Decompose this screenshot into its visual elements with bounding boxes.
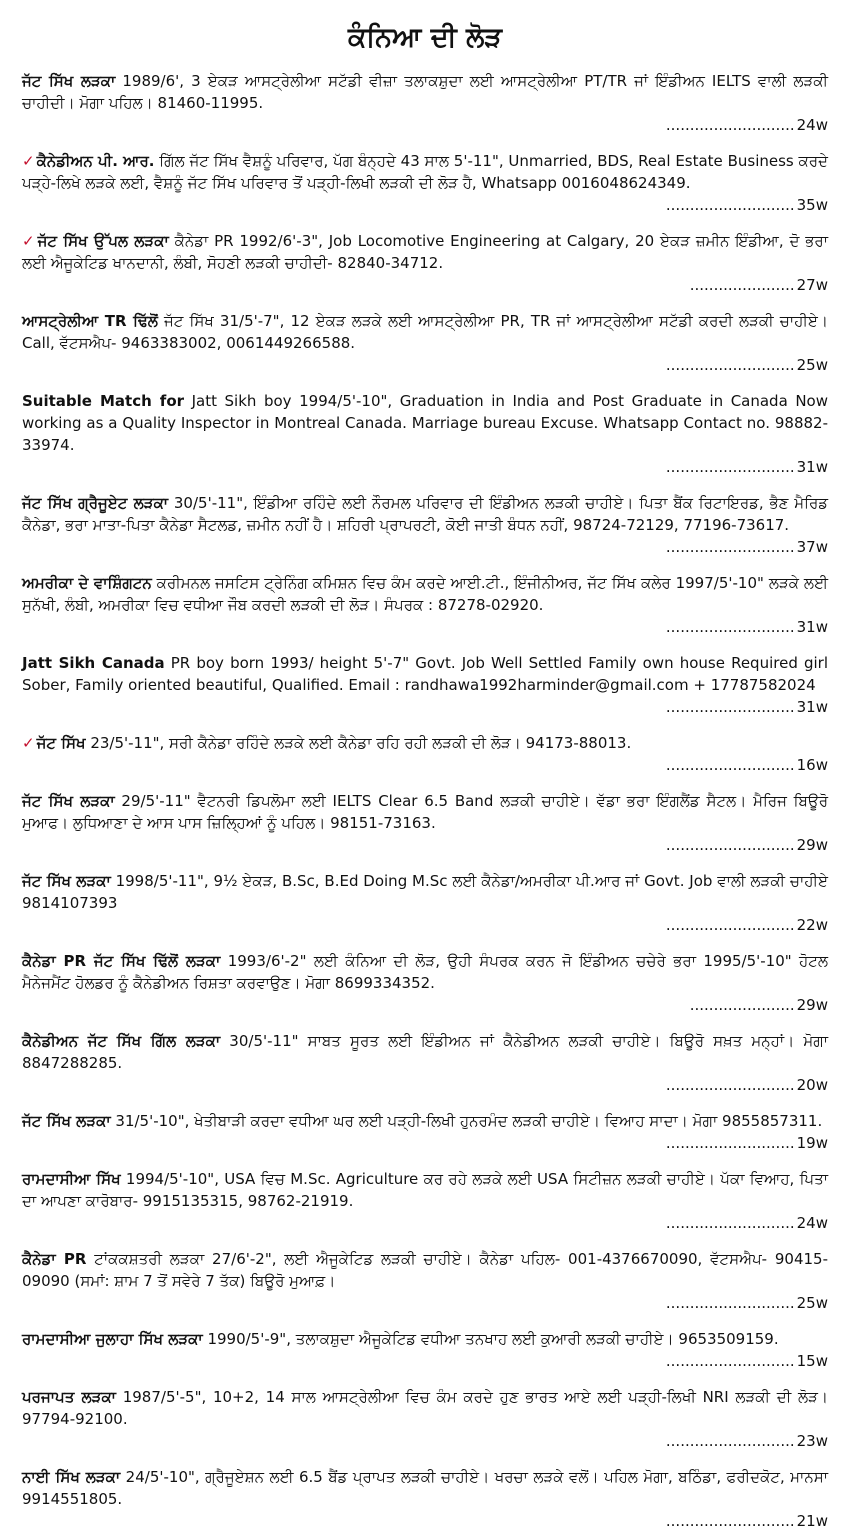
ad-heading: ਕੈਨੇਡੀਅਨ ਜੱਟ ਸਿੱਖ ਗਿੱਲ ਲੜਕਾ <box>22 1032 221 1050</box>
word-count: 27w <box>796 276 828 294</box>
ad-text <box>22 1030 828 1074</box>
word-count: 25w <box>796 1294 828 1312</box>
word-count: 29w <box>796 996 828 1014</box>
ad-heading: ਜੱਟ ਸਿੱਖ ਗ੍ਰੈਜੂਏਟ ਲੜਕਾ <box>22 494 169 512</box>
ad-heading: ਅਮਰੀਕਾ ਦੇ ਵਾਸ਼ਿੰਗਟਨ <box>22 574 152 592</box>
word-count: 19w <box>796 1134 828 1152</box>
ad-footer <box>22 994 828 1016</box>
ad-body: 1993/6'-2" ਲਈ ਕੰਨਿਆ ਦੀ ਲੋੜ, ਉਹੀ ਸੰਪਰਕ ਕਰਨ ਜੋ ਇੰਡੀਅਨ ਚਚੇਰੇ ਭਰਾ 1995/5'-10" ਹੋਟਲ ਮੈਨੇਜਮੈਂਟ ਹੋਲਡਰ ਨੂੰ ਕੈਨੇਡੀਅਨ ਰਿਸ਼ਤਾ ਕਰਵਾਉਣ। ਮੋਗਾ 8699334352. <box>22 952 829 992</box>
leader-dots: ........................... <box>665 698 795 716</box>
ad-footer <box>22 456 828 478</box>
word-count: 29w <box>796 836 828 854</box>
page-title: ਕੰਨਿਆ ਦੀ ਲੋੜ <box>347 22 503 53</box>
leader-dots: ........................... <box>665 196 795 214</box>
ad-item <box>22 572 828 638</box>
ad-body: 1987/5'-5", 10+2, 14 ਸਾਲ ਆਸਟ੍ਰੇਲੀਆ ਵਿਚ ਕੰਮ ਕਰਦੇ ਹੁਣ ਭਾਰਤ ਆਏ ਲਈ ਪੜ੍ਹੀ-ਲਿਖੀ NRI ਲੜਕੀ ਦੀ ਲੋੜ। 97794-92100. <box>22 1388 829 1428</box>
ad-heading: ਆਸਟ੍ਰੇਲੀਆ TR ਢਿੱਲੋਂ <box>22 312 158 330</box>
ad-footer <box>22 354 828 376</box>
ad-text <box>22 150 828 194</box>
ad-item <box>22 390 828 478</box>
ad-text <box>22 390 828 456</box>
ad-body: 1989/6', 3 ਏਕੜ ਆਸਟ੍ਰੇਲੀਆ ਸਟੱਡੀ ਵੀਜ਼ਾ ਤਲਾਕਸ਼ੁਦਾ ਲਈ ਆਸਟ੍ਰੇਲੀਆ PT/TR ਜਾਂ ਇੰਡੀਅਨ IELTS ਵਾਲੀ ਲੜਕੀ ਚਾਹੀਦੀ। ਮੋਗਾ ਪਹਿਲ। 81460-11995. <box>22 72 829 112</box>
ad-item <box>22 652 828 718</box>
leader-dots: ........................... <box>665 756 795 774</box>
leader-dots: ........................... <box>665 1214 795 1232</box>
ad-body: 31/5'-10", ਖੇਤੀਬਾੜੀ ਕਰਦਾ ਵਧੀਆ ਘਰ ਲਈ ਪੜ੍ਹੀ-ਲਿਖੀ ਹੁਨਰਮੰਦ ਲੜਕੀ ਚਾਹੀਏ। ਵਿਆਹ ਸਾਦਾ। ਮੋਗਾ 9855857311. <box>110 1112 823 1130</box>
ad-body: 1994/5'-10", USA ਵਿਚ M.Sc. Agriculture ਕਰ ਰਹੇ ਲੜਕੇ ਲਈ USA ਸਿਟੀਜ਼ਨ ਲੜਕੀ ਚਾਹੀਏ। ਪੱਕਾ ਵਿਆਹ, ਪਿਤਾ ਦਾ ਆਪਣਾ ਕਾਰੋਬਾਰ- 9915135315, 98762-21919. <box>22 1170 828 1210</box>
leader-dots: ........................... <box>665 1352 795 1370</box>
ad-footer <box>22 194 828 216</box>
ad-item <box>22 1328 828 1372</box>
word-count: 31w <box>796 618 828 636</box>
ad-item <box>22 1248 828 1314</box>
leader-dots: ...................... <box>689 276 795 294</box>
ad-heading: ਜੱਟ ਸਿੱਖ ਲੜਕਾ <box>22 1112 111 1130</box>
ad-text <box>22 790 828 834</box>
ad-heading: ਜੱਟ ਸਿੱਖ ਉੱਪਲ ਲੜਕਾ <box>37 232 169 250</box>
ad-body: Jatt Sikh boy 1994/5'-10", Graduation in India and Post Graduate in Canada Now working as a Quality Inspector in Montreal Canada. Marriage bureau Excuse. Whatsapp Contact no. 98882-33974. <box>22 392 829 454</box>
leader-dots: ........................... <box>665 1432 795 1450</box>
ad-text <box>22 1328 828 1350</box>
leader-dots: ........................... <box>665 618 795 636</box>
word-count: 24w <box>796 116 828 134</box>
ad-item <box>22 310 828 376</box>
word-count: 35w <box>796 196 828 214</box>
word-count: 31w <box>796 698 828 716</box>
ad-footer <box>22 114 828 136</box>
ad-item <box>22 870 828 936</box>
ad-heading: ਜੱਟ ਸਿੱਖ ਲੜਕਾ <box>22 872 111 890</box>
ad-text <box>22 1168 828 1212</box>
ad-body: ਗਿੱਲ ਜੱਟ ਸਿੱਖ ਵੈਸ਼ਨੂੰ ਪਰਿਵਾਰ, ਪੱਗ ਬੰਨ੍ਹਦੇ 43 ਸਾਲ 5'-11", Unmarried, BDS, Real Estate Business ਕਰਦੇ ਪੜ੍ਹੇ-ਲਿਖੇ ਲੜਕੇ ਲਈ, ਵੈਸ਼ਨੂੰ ਜੱਟ ਸਿੱਖ ਪਰਿਵਾਰ ਤੋਂ ਪੜ੍ਹੀ-ਲਿਖੀ ਲੜਕੀ ਦੀ ਲੋੜ ਹੈ, Whatsapp 0016048624349. <box>22 152 828 192</box>
ad-heading: ਕੈਨੇਡਾ PR <box>22 1250 87 1268</box>
ad-text <box>22 1248 828 1292</box>
ad-footer <box>22 1430 828 1452</box>
ad-item <box>22 1030 828 1096</box>
ad-body: 30/5'-11", ਇੰਡੀਆ ਰਹਿੰਦੇ ਲਈ ਨੌਰਮਲ ਪਰਿਵਾਰ ਦੀ ਇੰਡੀਅਨ ਲੜਕੀ ਚਾਹੀਏ। ਪਿਤਾ ਬੈਂਕ ਰਿਟਾਇਰਡ, ਭੈਣ ਮੈਰਿਡ ਕੈਨੇਡਾ, ਭਰਾ ਮਾਤਾ-ਪਿਤਾ ਕੈਨੇਡਾ ਸੈਟਲਡ, ਜ਼ਮੀਨ ਨਹੀਂ ਹੈ। ਸ਼ਹਿਰੀ ਪ੍ਰਾਪਰਟੀ, ਕੋਈ ਜਾਤੀ ਬੰਧਨ ਨਹੀਂ, 98724-72129, 77196-73617. <box>22 494 828 534</box>
checkmark-icon: ✓ <box>22 232 36 250</box>
leader-dots: ........................... <box>665 356 795 374</box>
leader-dots: ........................... <box>665 1512 795 1530</box>
ad-item <box>22 150 828 216</box>
leader-dots: ........................... <box>665 916 795 934</box>
ad-footer <box>22 1074 828 1096</box>
ad-body: ਜੱਟ ਸਿੱਖ 31/5'-7", 12 ਏਕੜ ਲੜਕੇ ਲਈ ਆਸਟ੍ਰੇਲੀਆ PR, TR ਜਾਂ ਆਸਟ੍ਰੇਲੀਆ ਸਟੱਡੀ ਕਰਦੀ ਲੜਕੀ ਚਾਹੀਏ। Call, ਵੱਟਸਐਪ- 9463383002, 0061449266588. <box>22 312 828 352</box>
ad-item <box>22 950 828 1016</box>
ad-item <box>22 70 828 136</box>
leader-dots: ........................... <box>665 1134 795 1152</box>
word-count: 37w <box>796 538 828 556</box>
ad-item <box>22 790 828 856</box>
ad-item <box>22 230 828 296</box>
ad-footer <box>22 274 828 296</box>
ad-item <box>22 1386 828 1452</box>
ad-heading: ਜੱਟ ਸਿੱਖ ਲੜਕਾ <box>22 72 116 90</box>
ad-text <box>22 732 828 754</box>
word-count: 15w <box>796 1352 828 1370</box>
word-count: 20w <box>796 1076 828 1094</box>
ad-heading: ਕੈਨੇਡਾ PR ਜੱਟ ਸਿੱਖ ਢਿੱਲੋਂ ਲੜਕਾ <box>22 952 221 970</box>
ad-footer <box>22 1350 828 1372</box>
ad-body: 1998/5'-11", 9½ ਏਕੜ, B.Sc, B.Ed Doing M.Sc ਲਈ ਕੈਨੇਡਾ/ਅਮਰੀਕਾ ਪੀ.ਆਰ ਜਾਂ Govt. Job ਵਾਲੀ ਲੜਕੀ ਚਾਹੀਏ 9814107393 <box>22 872 829 912</box>
ad-body: ਕੈਨੇਡਾ PR 1992/6'-3", Job Locomotive Engineering at Calgary, 20 ਏਕੜ ਜ਼ਮੀਨ ਇੰਡੀਆ, ਦੋ ਭਰਾ ਲਈ ਐਜੂਕੇਟਿਡ ਖਾਨਦਾਨੀ, ਲੰਬੀ, ਸੋਹਣੀ ਲੜਕੀ ਚਾਹੀਦੀ- 82840-34712. <box>22 232 828 272</box>
ad-footer <box>22 754 828 776</box>
ad-heading: ਜੱਟ ਸਿੱਖ <box>36 734 86 752</box>
ad-text <box>22 230 828 274</box>
ad-body: 23/5'-11", ਸਰੀ ਕੈਨੇਡਾ ਰਹਿੰਦੇ ਲੜਕੇ ਲਈ ਕੈਨੇਡਾ ਰਹਿ ਰਹੀ ਲੜਕੀ ਦੀ ਲੋੜ। 94173-88013. <box>85 734 632 752</box>
leader-dots: ........................... <box>665 538 795 556</box>
word-count: 24w <box>796 1214 828 1232</box>
word-count: 31w <box>796 458 828 476</box>
ad-heading: Suitable Match for <box>22 392 185 410</box>
ad-footer <box>22 1132 828 1154</box>
ad-item <box>22 732 828 776</box>
ad-body: PR boy born 1993/ height 5'-7" Govt. Job Well Settled Family own house Required girl Sober, Family oriented beautiful, Qualified. Email : randhawa1992harminder@gmail.com + 17787582024 <box>22 654 828 694</box>
ads-list <box>22 70 828 1532</box>
ad-text <box>22 492 828 536</box>
word-count: 23w <box>796 1432 828 1450</box>
ad-footer <box>22 834 828 856</box>
ad-body: ਕਰੀਮਨਲ ਜਸਟਿਸ ਟ੍ਰੇਨਿੰਗ ਕਮਿਸ਼ਨ ਵਿਚ ਕੰਮ ਕਰਦੇ ਆਈ.ਟੀ., ਇੰਜੀਨੀਅਰ, ਜੱਟ ਸਿੱਖ ਕਲੇਰ 1997/5'-10" ਲੜਕੇ ਲਈ ਸੁਨੱਖੀ, ਲੰਬੀ, ਅਮਰੀਕਾ ਵਿਚ ਵਧੀਆ ਜੌਬ ਕਰਦੀ ਲੜਕੀ ਦੀ ਲੋੜ। ਸੰਪਰਕ : 87278-02920. <box>22 574 828 614</box>
ad-item <box>22 1466 828 1532</box>
ad-heading: ਰਾਮਦਾਸੀਆ ਸਿੱਖ <box>22 1170 121 1188</box>
ad-footer <box>22 914 828 936</box>
ad-text <box>22 870 828 914</box>
leader-dots: ........................... <box>665 836 795 854</box>
ad-footer <box>22 1212 828 1234</box>
ad-heading: ਜੱਟ ਸਿੱਖ ਲੜਕਾ <box>22 792 115 810</box>
ad-heading: ਨਾਈ ਸਿੱਖ ਲੜਕਾ <box>22 1468 121 1486</box>
ad-footer <box>22 1510 828 1532</box>
ad-text <box>22 572 828 616</box>
ad-footer <box>22 696 828 718</box>
ad-text <box>22 652 828 696</box>
ad-footer <box>22 1292 828 1314</box>
word-count: 16w <box>796 756 828 774</box>
ad-text <box>22 1110 828 1132</box>
ad-item <box>22 1168 828 1234</box>
ad-body: 29/5'-11" ਵੈਟਨਰੀ ਡਿਪਲੋਮਾ ਲਈ IELTS Clear 6.5 Band ਲੜਕੀ ਚਾਹੀਏ। ਵੱਡਾ ਭਰਾ ਇੰਗਲੈਂਡ ਸੈਟਲ। ਮੈਰਿਜ ਬਿਊਰੋ ਮੁਆਫ। ਲੁਧਿਆਣਾ ਦੇ ਆਸ ਪਾਸ ਜ਼ਿਲ੍ਹਿਆਂ ਨੂੰ ਪਹਿਲ। 98151-73163. <box>22 792 828 832</box>
ad-text <box>22 310 828 354</box>
ad-body: 1990/5'-9", ਤਲਾਕਸ਼ੁਦਾ ਐਜੂਕੇਟਿਡ ਵਧੀਆ ਤਨਖਾਹ ਲਈ ਕੁਆਰੀ ਲੜਕੀ ਚਾਹੀਏ। 9653509159. <box>202 1330 779 1348</box>
ad-body: 30/5'-11" ਸਾਬਤ ਸੂਰਤ ਲਈ ਇੰਡੀਅਨ ਜਾਂ ਕੈਨੇਡੀਅਨ ਲੜਕੀ ਚਾਹੀਏ। ਬਿਊਰੋ ਸਖ਼ਤ ਮਨ੍ਹਾਂ। ਮੋਗਾ 8847288285. <box>22 1032 828 1072</box>
checkmark-icon: ✓ <box>22 734 35 752</box>
leader-dots: ........................... <box>665 116 795 134</box>
word-count: 25w <box>796 356 828 374</box>
ad-heading: ਕੈਨੇਡੀਅਨ ਪੀ. ਆਰ. <box>36 152 155 170</box>
leader-dots: ...................... <box>689 996 795 1014</box>
leader-dots: ........................... <box>665 458 795 476</box>
ad-heading: ਪਰਜਾਪਤ ਲੜਕਾ <box>22 1388 116 1406</box>
ad-heading: Jatt Sikh Canada <box>22 654 165 672</box>
ad-item <box>22 1110 828 1154</box>
ad-text <box>22 950 828 994</box>
word-count: 22w <box>796 916 828 934</box>
ad-footer <box>22 536 828 558</box>
ad-text <box>22 1466 828 1510</box>
checkmark-icon: ✓ <box>22 152 35 170</box>
ad-heading: ਰਾਮਦਾਸੀਆ ਜੁਲਾਹਾ ਸਿੱਖ ਲੜਕਾ <box>22 1330 203 1348</box>
ad-text <box>22 70 828 114</box>
ad-text <box>22 1386 828 1430</box>
ad-body: ਟਾਂਕਕਸ਼ਤਰੀ ਲੜਕਾ 27/6'-2", ਲਈ ਐਜੂਕੇਟਿਡ ਲੜਕੀ ਚਾਹੀਏ। ਕੈਨੇਡਾ ਪਹਿਲ- 001-4376670090, ਵੱਟਸਐਪ- 90415-09090 (ਸਮਾਂ: ਸ਼ਾਮ 7 ਤੋਂ ਸਵੇਰੇ 7 ਤੱਕ) ਬਿਊਰੋ ਮੁਆਫ਼। <box>22 1250 828 1290</box>
ad-item <box>22 492 828 558</box>
ad-body: 24/5'-10", ਗ੍ਰੈਜੂਏਸ਼ਨ ਲਈ 6.5 ਬੈਂਡ ਪ੍ਰਾਪਤ ਲੜਕੀ ਚਾਹੀਏ। ਖਰਚਾ ਲੜਕੇ ਵਲੋਂ। ਪਹਿਲ ਮੋਗਾ, ਬਠਿੰਡਾ, ਫਰੀਦਕੋਟ, ਮਾਨਸਾ 9914551805. <box>22 1468 828 1508</box>
ad-footer <box>22 616 828 638</box>
leader-dots: ........................... <box>665 1294 795 1312</box>
word-count: 21w <box>796 1512 828 1530</box>
leader-dots: ........................... <box>665 1076 795 1094</box>
